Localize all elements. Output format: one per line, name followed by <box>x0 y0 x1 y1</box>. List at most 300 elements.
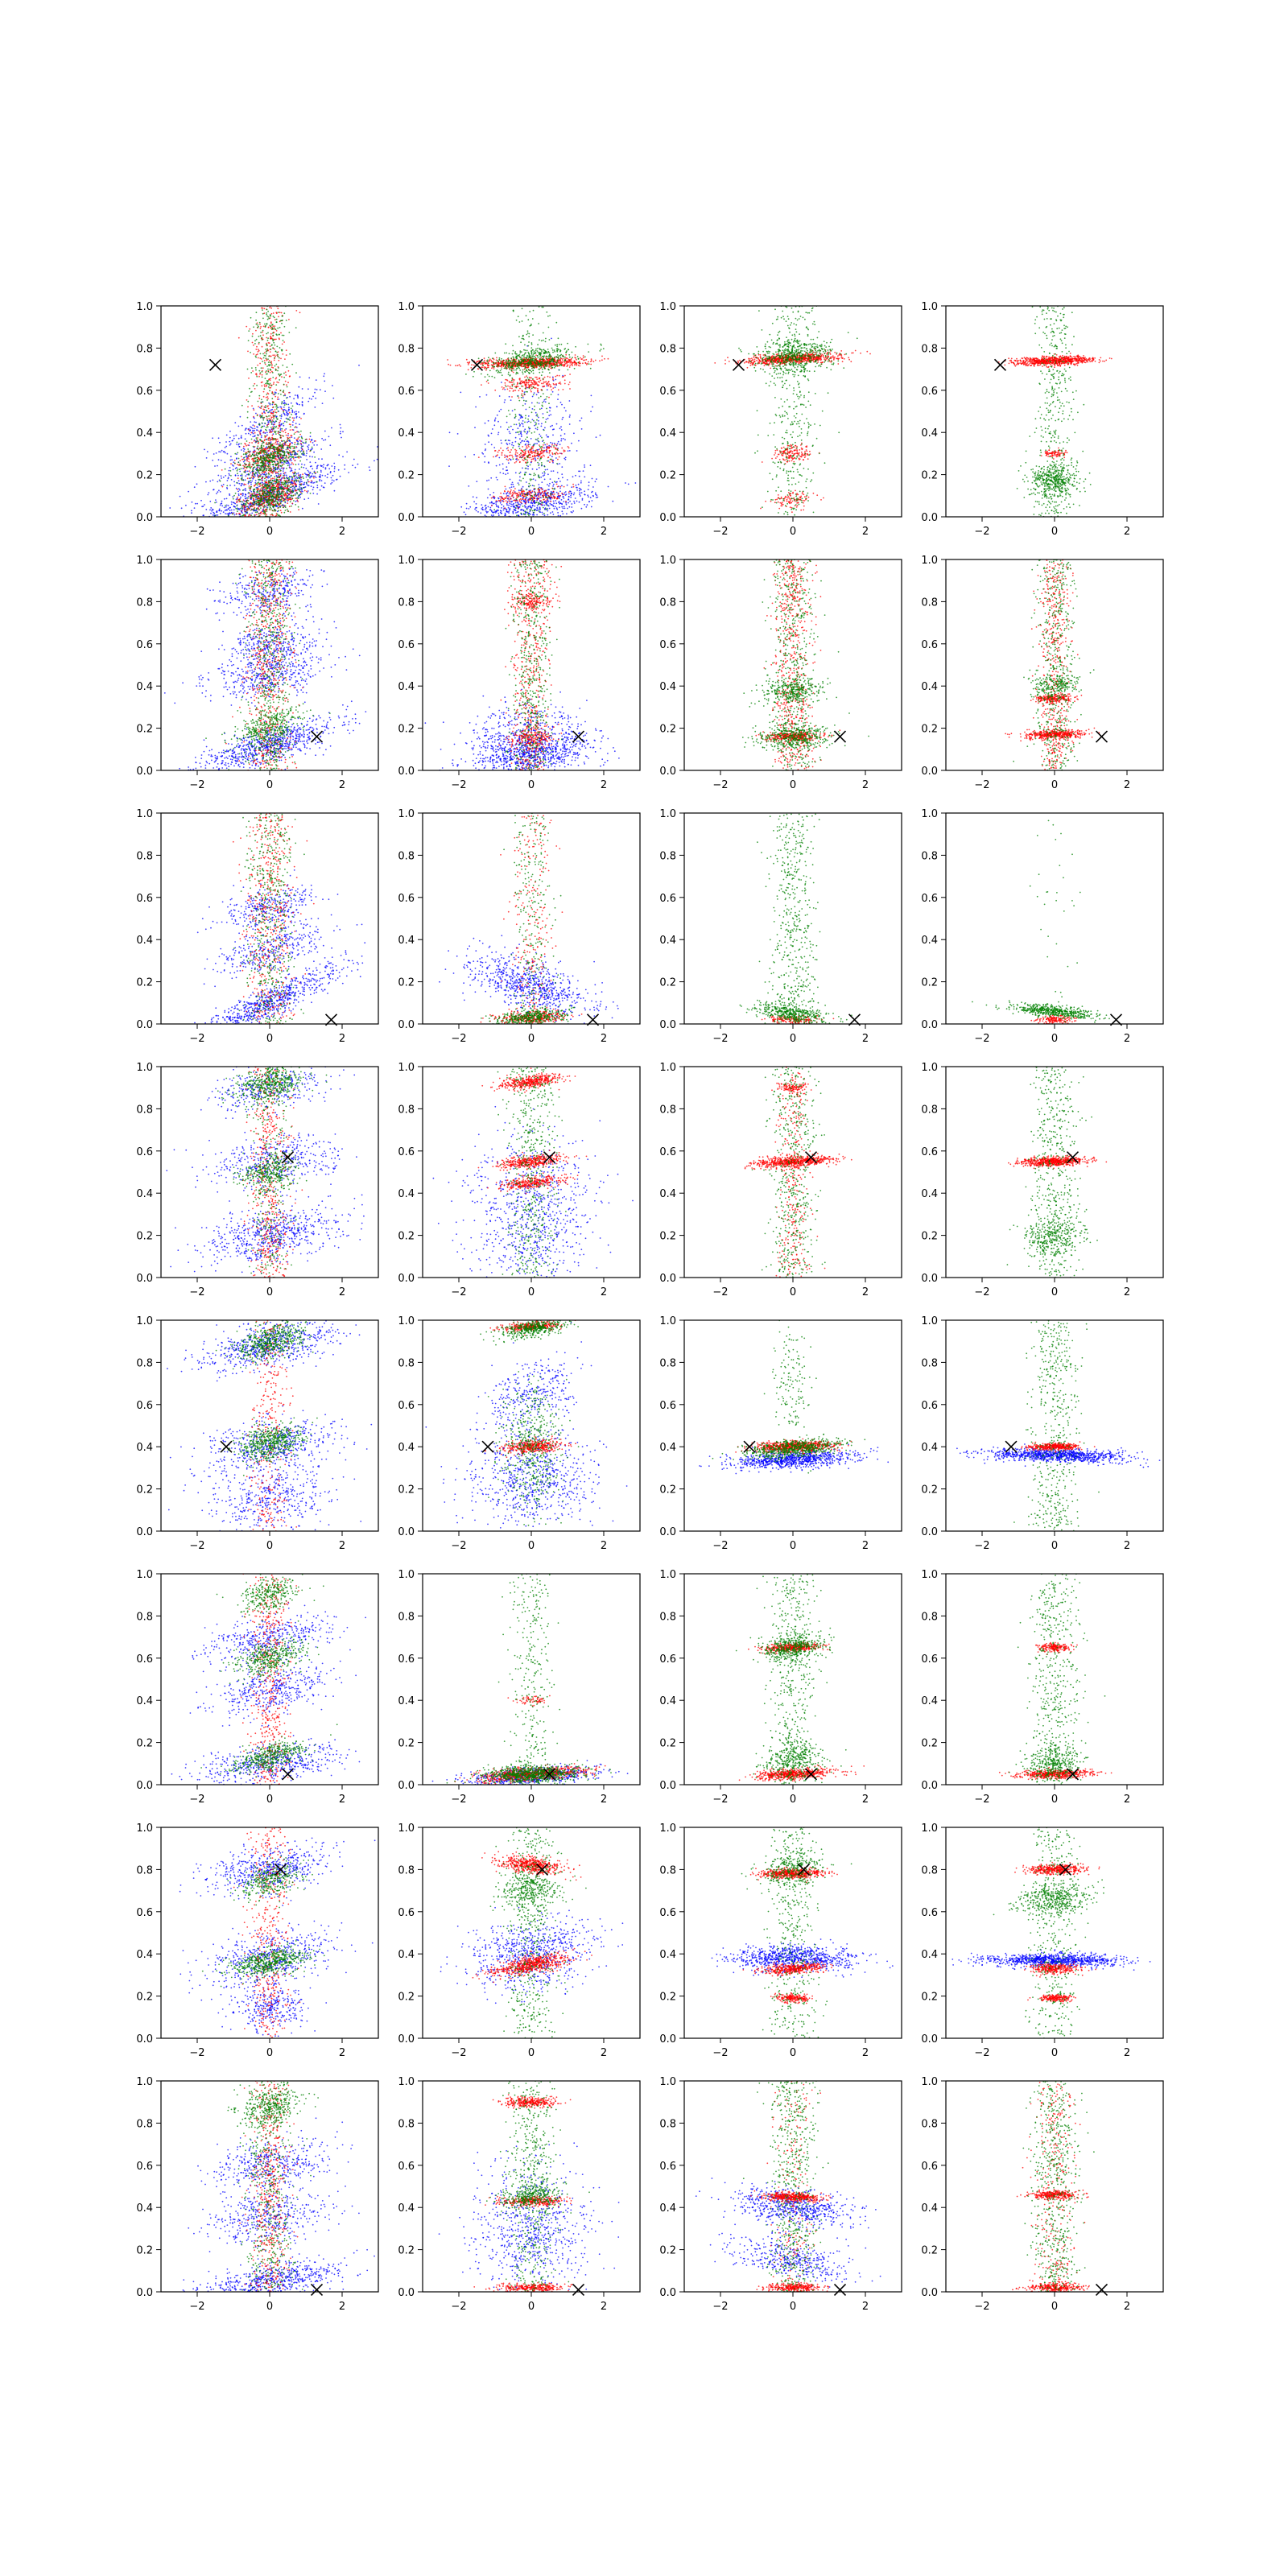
point-blue <box>250 473 251 474</box>
point-blue <box>288 410 290 411</box>
point-blue <box>196 503 198 505</box>
point-blue <box>488 420 489 422</box>
point-red <box>304 490 306 492</box>
point-green <box>271 398 273 399</box>
point-green <box>267 332 269 334</box>
point-blue <box>588 485 590 487</box>
point-green <box>270 492 272 493</box>
point-red <box>262 346 263 348</box>
point-green <box>262 361 263 362</box>
point-red <box>282 353 283 355</box>
point-red <box>298 474 299 476</box>
point-green <box>266 314 267 316</box>
point-green <box>264 478 266 480</box>
point-blue <box>295 481 297 482</box>
point-red <box>286 384 287 386</box>
point-green <box>287 497 289 498</box>
point-red <box>247 457 249 459</box>
point-blue <box>341 437 342 439</box>
point-red <box>237 501 238 502</box>
point-blue <box>302 405 303 407</box>
point-green <box>273 415 275 417</box>
point-blue <box>580 420 581 422</box>
point-green <box>271 457 273 459</box>
point-green <box>264 511 266 513</box>
point-blue <box>226 498 228 500</box>
point-blue <box>552 485 554 487</box>
point-green <box>276 408 278 410</box>
point-red <box>270 372 271 374</box>
point-green <box>282 446 283 448</box>
point-green <box>299 478 300 480</box>
point-blue <box>537 507 539 509</box>
point-red <box>243 499 245 501</box>
point-blue <box>516 424 518 426</box>
point-blue <box>551 491 552 493</box>
point-red <box>262 334 264 336</box>
point-red <box>285 374 287 376</box>
point-green <box>248 456 250 457</box>
point-red <box>310 441 312 443</box>
point-blue <box>321 480 323 481</box>
point-green <box>270 385 272 386</box>
point-red <box>236 514 237 515</box>
point-blue <box>291 402 292 404</box>
point-green <box>277 499 279 501</box>
point-blue <box>559 506 560 508</box>
point-red <box>284 473 286 474</box>
point-red <box>275 459 277 460</box>
point-green <box>283 384 285 386</box>
point-green <box>277 477 279 478</box>
point-green <box>266 510 268 512</box>
point-blue <box>591 492 592 493</box>
point-blue <box>501 510 502 512</box>
point-red <box>286 499 287 501</box>
point-blue <box>496 477 497 478</box>
point-green <box>244 466 246 468</box>
point-blue <box>169 507 171 509</box>
point-green <box>278 453 279 455</box>
point-blue <box>581 418 583 419</box>
point-green <box>260 507 262 509</box>
point-blue <box>502 469 504 470</box>
point-red <box>268 423 270 425</box>
point-green <box>266 351 267 353</box>
point-green <box>265 423 266 424</box>
point-green <box>289 353 291 355</box>
point-red <box>281 512 283 514</box>
point-red <box>281 430 283 431</box>
point-blue <box>553 501 555 502</box>
point-blue <box>490 477 492 479</box>
point-green <box>253 473 254 474</box>
point-blue <box>561 466 563 468</box>
point-blue <box>584 464 585 466</box>
point-green <box>258 514 260 515</box>
point-blue <box>306 477 308 478</box>
point-green <box>270 419 271 421</box>
point-blue <box>302 508 303 510</box>
point-blue <box>235 468 237 469</box>
point-blue <box>543 475 544 477</box>
point-blue <box>312 396 314 398</box>
point-red <box>264 384 266 386</box>
point-green <box>270 403 271 405</box>
point-blue <box>338 469 340 471</box>
point-red <box>278 464 279 466</box>
point-blue <box>555 457 557 459</box>
point-green <box>236 506 237 507</box>
point-blue <box>580 481 582 482</box>
point-green <box>240 508 242 510</box>
point-blue <box>559 497 560 499</box>
point-blue <box>548 489 550 490</box>
point-blue <box>313 487 315 489</box>
point-red <box>256 373 258 374</box>
point-green <box>277 354 279 356</box>
point-blue <box>213 489 215 490</box>
point-blue <box>238 493 240 495</box>
point-red <box>259 363 261 365</box>
point-green <box>262 318 264 320</box>
point-blue <box>504 389 506 390</box>
point-blue <box>553 470 555 472</box>
point-blue <box>547 484 548 485</box>
point-green <box>284 486 286 488</box>
point-blue <box>523 510 525 512</box>
point-blue <box>488 441 489 443</box>
point-blue <box>534 514 535 516</box>
point-blue <box>565 494 567 496</box>
point-red <box>585 359 587 361</box>
point-green <box>272 448 274 449</box>
point-red <box>248 429 250 431</box>
point-blue <box>221 503 222 505</box>
point-red <box>297 499 299 501</box>
point-red <box>447 359 448 361</box>
point-green <box>251 391 253 393</box>
point-blue <box>559 463 560 464</box>
point-blue <box>257 473 258 475</box>
point-blue <box>551 338 552 340</box>
point-red <box>254 388 256 390</box>
point-blue <box>559 501 560 502</box>
point-blue <box>312 456 313 458</box>
point-blue <box>469 508 470 510</box>
point-green <box>280 435 282 436</box>
point-green <box>266 349 268 350</box>
point-blue <box>238 488 240 489</box>
point-red <box>292 464 294 465</box>
point-green <box>246 440 248 442</box>
point-blue <box>551 425 553 427</box>
point-green <box>248 464 250 465</box>
point-red <box>247 444 249 446</box>
point-red <box>270 514 271 516</box>
point-green <box>279 461 281 463</box>
point-green <box>272 481 274 482</box>
point-blue <box>550 503 551 505</box>
point-blue <box>502 463 504 464</box>
point-green <box>253 467 254 469</box>
point-blue <box>572 476 574 477</box>
point-green <box>280 499 282 501</box>
point-green <box>242 489 244 491</box>
point-red <box>253 409 254 411</box>
point-blue <box>501 443 502 444</box>
point-green <box>255 497 257 499</box>
point-blue <box>448 465 450 467</box>
point-blue <box>581 428 583 430</box>
point-green <box>295 472 296 473</box>
point-blue <box>491 502 493 503</box>
point-green <box>264 491 266 493</box>
point-blue <box>500 502 502 504</box>
point-blue <box>545 469 547 471</box>
point-green <box>257 464 258 465</box>
point-blue <box>536 394 538 395</box>
point-blue <box>547 418 549 419</box>
point-blue <box>291 460 292 461</box>
point-green <box>275 433 277 435</box>
point-green <box>317 471 319 473</box>
point-green <box>262 371 263 373</box>
point-green <box>282 456 283 458</box>
point-blue <box>255 413 257 415</box>
point-red <box>302 448 303 450</box>
point-blue <box>322 402 324 404</box>
point-red <box>291 429 293 431</box>
point-green <box>260 332 262 333</box>
point-blue <box>595 493 597 494</box>
point-blue <box>308 388 309 390</box>
point-green <box>284 499 286 501</box>
point-blue <box>506 459 508 460</box>
point-green <box>255 461 257 463</box>
point-blue <box>507 473 509 474</box>
point-blue <box>340 427 341 429</box>
point-red <box>279 497 281 498</box>
point-green <box>271 510 273 511</box>
point-blue <box>369 466 370 468</box>
point-blue <box>512 429 514 431</box>
point-blue <box>509 502 510 504</box>
point-green <box>282 505 283 506</box>
point-green <box>258 479 259 481</box>
point-blue <box>181 507 183 509</box>
point-green <box>242 502 244 503</box>
point-blue <box>221 450 223 452</box>
point-blue <box>284 394 286 396</box>
point-blue <box>309 477 311 479</box>
point-blue <box>250 427 251 428</box>
point-blue <box>560 402 562 403</box>
point-blue <box>332 475 334 477</box>
point-green <box>279 374 280 375</box>
point-green <box>256 448 258 450</box>
point-red <box>261 511 262 513</box>
point-blue <box>313 452 315 453</box>
point-blue <box>557 398 559 400</box>
point-green <box>277 480 279 481</box>
point-blue <box>559 444 561 445</box>
point-red <box>253 452 254 453</box>
point-blue <box>559 502 561 504</box>
point-green <box>283 395 285 397</box>
point-red <box>277 398 279 400</box>
point-red <box>262 473 263 474</box>
point-blue <box>318 458 320 460</box>
point-blue <box>213 509 214 510</box>
point-blue <box>508 507 510 509</box>
point-blue <box>298 411 299 413</box>
point-green <box>276 501 278 502</box>
point-green <box>261 406 262 407</box>
point-red <box>300 440 302 442</box>
point-blue <box>555 386 556 388</box>
point-blue <box>314 392 316 394</box>
point-blue <box>315 389 316 390</box>
point-green <box>273 502 275 504</box>
point-green <box>246 452 248 454</box>
point-green <box>234 463 236 464</box>
point-red <box>265 448 266 449</box>
point-blue <box>205 481 207 483</box>
point-blue <box>595 493 597 495</box>
point-blue <box>553 514 555 515</box>
point-red <box>466 359 468 361</box>
point-blue <box>588 496 589 497</box>
point-red <box>246 445 247 447</box>
point-green <box>260 469 262 470</box>
point-red <box>574 357 576 358</box>
point-blue <box>544 427 546 429</box>
point-green <box>305 441 307 443</box>
point-blue <box>499 395 501 397</box>
point-blue <box>299 469 300 470</box>
point-green <box>279 485 280 486</box>
point-green <box>261 495 262 497</box>
point-green <box>266 399 268 401</box>
point-blue <box>608 486 609 488</box>
point-green <box>251 439 253 440</box>
point-blue <box>266 479 267 481</box>
point-red <box>280 480 282 481</box>
point-green <box>290 448 291 449</box>
point-green <box>291 485 293 487</box>
point-blue <box>526 481 527 483</box>
point-green <box>296 456 298 458</box>
point-green <box>252 502 254 504</box>
point-green <box>237 470 238 472</box>
point-green <box>244 472 246 473</box>
point-green <box>292 491 294 493</box>
point-green <box>262 377 263 378</box>
point-green <box>282 459 283 460</box>
point-red <box>264 471 266 473</box>
point-green <box>249 395 250 397</box>
point-blue <box>544 514 546 516</box>
point-blue <box>515 472 517 473</box>
point-blue <box>556 507 558 509</box>
point-green <box>278 490 279 492</box>
point-green <box>299 460 301 462</box>
point-red <box>579 365 580 367</box>
point-blue <box>295 423 297 424</box>
point-blue <box>527 469 529 470</box>
point-green <box>293 475 295 477</box>
point-green <box>271 496 273 497</box>
point-green <box>268 480 270 481</box>
point-green <box>270 316 271 317</box>
point-blue <box>242 425 243 427</box>
point-green <box>239 469 241 470</box>
point-blue <box>191 512 192 514</box>
point-green <box>301 466 303 468</box>
point-blue <box>512 484 514 485</box>
point-red <box>583 360 584 361</box>
point-blue <box>235 475 237 477</box>
point-blue <box>295 413 296 415</box>
point-blue <box>250 434 251 436</box>
point-blue <box>541 408 543 410</box>
point-green <box>256 509 258 510</box>
point-red <box>262 480 264 481</box>
point-green <box>276 479 278 481</box>
point-green <box>268 488 270 489</box>
point-red <box>277 308 279 309</box>
point-blue <box>534 425 535 427</box>
y-tick-label: 0.0 <box>136 512 153 524</box>
point-red <box>260 485 262 487</box>
point-blue <box>508 512 510 514</box>
point-blue <box>570 497 572 498</box>
point-red <box>276 515 278 517</box>
point-green <box>266 350 268 352</box>
point-blue <box>229 494 230 496</box>
point-blue <box>234 485 236 486</box>
point-green <box>246 502 248 504</box>
point-green <box>255 356 257 357</box>
point-blue <box>300 479 302 481</box>
point-blue <box>542 512 543 514</box>
point-red <box>273 444 275 445</box>
point-green <box>268 415 270 417</box>
point-green <box>263 494 265 496</box>
point-green <box>255 501 257 502</box>
point-red <box>271 366 273 368</box>
point-green <box>265 464 266 466</box>
point-green <box>245 505 246 506</box>
point-green <box>269 485 270 487</box>
point-blue <box>512 511 514 513</box>
point-green <box>274 446 275 448</box>
point-blue <box>553 484 555 485</box>
point-blue <box>568 493 570 495</box>
point-red <box>266 482 268 484</box>
point-blue <box>547 505 549 506</box>
point-blue <box>288 463 290 464</box>
point-green <box>282 491 283 493</box>
point-blue <box>281 415 283 416</box>
point-blue <box>525 444 526 445</box>
point-green <box>250 317 252 319</box>
point-green <box>266 374 267 375</box>
point-blue <box>220 452 221 453</box>
point-blue <box>264 432 266 434</box>
point-blue <box>536 469 538 470</box>
